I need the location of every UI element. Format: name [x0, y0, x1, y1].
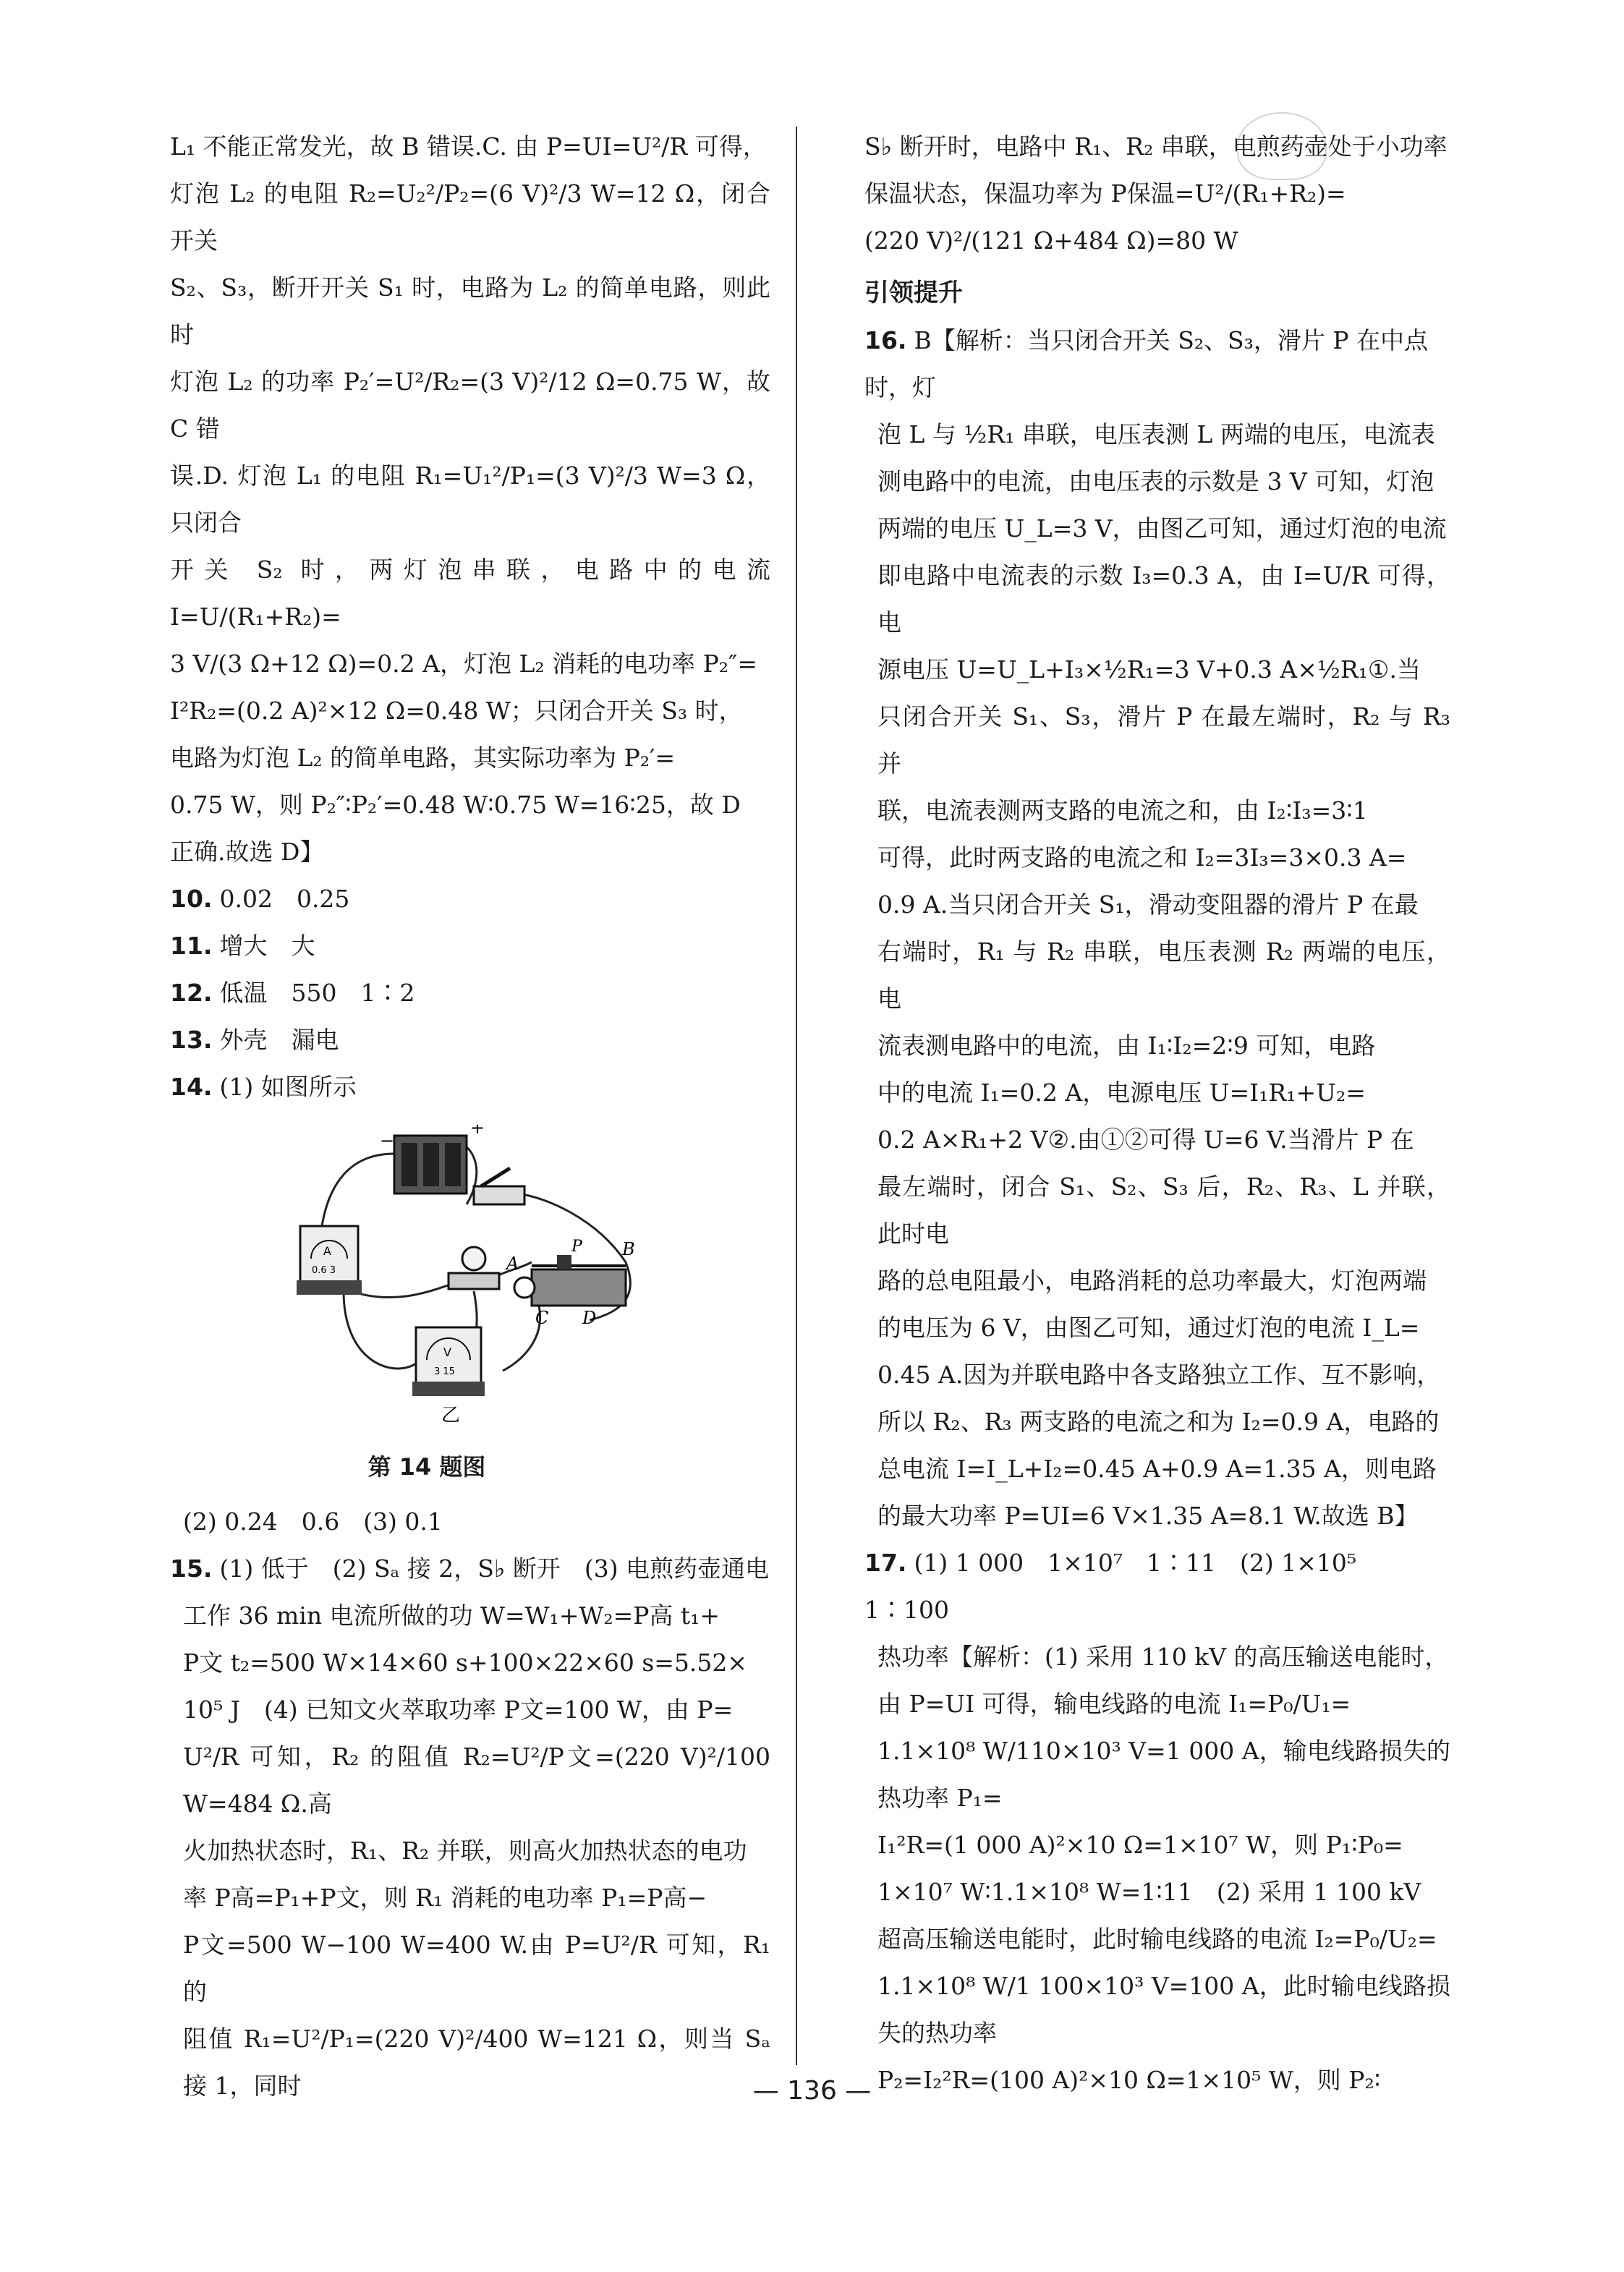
- text-line: 0.45 A.因为并联电路中各支路独立工作、互不影响，: [877, 1361, 1441, 1389]
- question-number: 12.: [170, 979, 213, 1007]
- question-number: 15.: [170, 1554, 213, 1583]
- text-line: 0.2 A×R₁+2 V②.由①②可得 U=6 V.当滑片 P 在: [877, 1126, 1414, 1154]
- text-line: 即电路中电流表的示数 I₃=0.3 A，由 I=U/R 可得，电: [877, 561, 1450, 637]
- text-line: 热功率【解析：(1) 采用 110 kV 的高压输送电能时，: [877, 1643, 1449, 1671]
- text-line: P文=500 W−100 W=400 W.由 P=U²/R 可知，R₁ 的: [183, 1931, 770, 2006]
- section-title: 引领提升: [864, 278, 963, 307]
- text-line: 超高压输送电能时，此时输电线路的电流 I₂=P₀/U₂=: [877, 1925, 1437, 1953]
- text-line: L₁ 不能正常发光，故 B 错误.C. 由 P=UI=U²/R 可得，: [170, 132, 767, 161]
- text-line: 10⁵ J (4) 已知文火萃取功率 P文=100 W，由 P=: [183, 1696, 734, 1724]
- text-line: 3 V/(3 Ω+12 Ω)=0.2 A，灯泡 L₂ 消耗的电功率 P₂″=: [170, 650, 757, 678]
- wire: [322, 1154, 394, 1226]
- text-line: S₂、S₃，断开开关 S₁ 时，电路为 L₂ 的简单电路，则此时: [170, 273, 770, 349]
- terminal-c-label: C: [535, 1308, 549, 1328]
- text-line: B【解析：当只闭合开关 S₂、S₃，滑片 P 在中点时，灯: [864, 326, 1429, 401]
- answer-11: [170, 922, 770, 969]
- voltmeter-letter: V: [443, 1345, 451, 1359]
- question-number: 16.: [864, 326, 907, 354]
- plus-label: +: [470, 1125, 485, 1138]
- text-line: I²R₂=(0.2 A)²×12 Ω=0.48 W；只闭合开关 S₃ 时，: [170, 697, 743, 725]
- question-number: 14.: [170, 1073, 213, 1101]
- answer-17: [864, 1539, 1450, 1633]
- text-line: 联，电流表测两支路的电流之和，由 I₂∶I₃=3∶1: [877, 796, 1368, 825]
- text-line: 工作 36 min 电流所做的功 W=W₁+W₂=P高 t₁+: [183, 1601, 720, 1630]
- text-line: 只闭合开关 S₁、S₃，滑片 P 在最左端时，R₂ 与 R₃ 并: [877, 702, 1450, 778]
- ammeter-icon: [297, 1226, 362, 1295]
- text-line: 开关 S₂ 时，两灯泡串联，电路中的电流 I=U/(R₁+R₂)=: [170, 556, 770, 631]
- answer-14-continued: (2) 0.24 0.6 (3) 0.1: [183, 1507, 443, 1536]
- text-line: 的最大功率 P=UI=6 V×1.35 A=8.1 W.故选 B】: [877, 1502, 1419, 1530]
- answer-15: [170, 1545, 770, 1592]
- text-line: 保温状态，保温功率为 P保温=U²/(R₁+R₂)=: [864, 179, 1346, 208]
- text-line: 率 P高=P₁+P文，则 R₁ 消耗的电功率 P₁=P高−: [183, 1884, 707, 1912]
- answer-text: 0.02 0.25: [219, 885, 350, 913]
- wire: [344, 1291, 416, 1369]
- question-number: 13.: [170, 1026, 213, 1054]
- answer-text: (1) 如图所示: [219, 1073, 357, 1101]
- text-line: P文 t₂=500 W×14×60 s+100×22×60 s=5.52×: [183, 1648, 748, 1677]
- text-line: 所以 R₂、R₃ 两支路的电流之和为 I₂=0.9 A，电路的: [877, 1408, 1440, 1436]
- wire: [503, 1306, 540, 1371]
- text-line: 最左端时，闭合 S₁、S₂、S₃ 后，R₂、R₃、L 并联，此时电: [877, 1173, 1450, 1248]
- wire: [351, 1284, 452, 1298]
- text-line: 泡 L 与 ½R₁ 串联，电压表测 L 两端的电压，电流表: [877, 420, 1435, 448]
- text-line: 可得，此时两支路的电流之和 I₂=3I₃=3×0.3 A=: [877, 843, 1407, 872]
- text-line: 电路为灯泡 L₂ 的简单电路，其实际功率为 P₂′=: [170, 744, 676, 772]
- text-line: 火加热状态时，R₁、R₂ 并联，则高火加热状态的电功: [183, 1837, 747, 1865]
- yi-label: 乙: [441, 1405, 461, 1426]
- text-line: 误.D. 灯泡 L₁ 的电阻 R₁=U₁²/P₁=(3 V)²/3 W=3 Ω，只闭合: [170, 461, 770, 537]
- question-number: 11.: [170, 932, 213, 960]
- text-line: 右端时，R₁ 与 R₂ 串联，电压表测 R₂ 两端的电压，电: [877, 937, 1450, 1013]
- text-line: 总电流 I=I_L+I₂=0.45 A+0.9 A=1.35 A，则电路: [877, 1455, 1437, 1483]
- text-line: 测电路中的电流，由电压表的示数是 3 V 可知，灯泡: [877, 467, 1434, 495]
- right-column: [864, 123, 1450, 2103]
- text-line: 流表测电路中的电流，由 I₁∶I₂=2∶9 可知，电路: [877, 1031, 1376, 1060]
- answer-16: [864, 317, 1450, 411]
- text-line: (220 V)²/(121 Ω+484 Ω)=80 W: [864, 226, 1238, 255]
- answer-14: [170, 1063, 770, 1110]
- switch-icon: [474, 1168, 524, 1204]
- minus-label: −: [380, 1131, 395, 1151]
- text-line: 路的总电阻最小，电路消耗的总功率最大，灯泡两端: [877, 1267, 1427, 1295]
- slider-p-label: P: [571, 1238, 582, 1256]
- answer-text: 外壳 漏电: [219, 1026, 339, 1054]
- text-line: S♭ 断开时，电路中 R₁、R₂ 串联，电煎药壶处于小功率: [864, 132, 1447, 161]
- answer-12: [170, 969, 770, 1016]
- terminal-b-label: B: [622, 1239, 635, 1259]
- text-line: 两端的电压 U_L=3 V，由图乙可知，通过灯泡的电流: [877, 514, 1447, 543]
- ammeter-letter: A: [323, 1244, 331, 1258]
- question-number: 17.: [864, 1549, 907, 1577]
- bulb-icon: [448, 1247, 499, 1289]
- text-line: 1.1×10⁸ W/110×10³ V=1 000 A，输电线路损失的热功率 P₁=: [877, 1737, 1450, 1812]
- page-number: — 136 —: [752, 2076, 872, 2106]
- text-line: (1) 1 000 1×10⁷ 1∶11 (2) 1×10⁵ 1∶100: [864, 1549, 1381, 1624]
- left-column: [170, 123, 770, 2109]
- battery-icon: [394, 1136, 467, 1194]
- answer-13: [170, 1016, 770, 1063]
- figure-caption: 第 14 题图: [367, 1453, 486, 1481]
- text-line: 正确.故选 D】: [170, 838, 324, 866]
- question-number: 10.: [170, 885, 213, 913]
- voltmeter-icon: [412, 1327, 485, 1396]
- column-divider: [796, 127, 797, 2065]
- text-line: 源电压 U=U_L+I₃×½R₁=3 V+0.3 A×½R₁①.当: [877, 655, 1421, 684]
- ammeter-scale: 0.6 3: [312, 1265, 336, 1276]
- text-line: 灯泡 L₂ 的电阻 R₂=U₂²/P₂=(6 V)²/3 W=12 Ω，闭合开关: [170, 179, 770, 255]
- text-line: 1.1×10⁸ W/1 100×10³ V=100 A，此时输电线路损失的热功率: [877, 1972, 1450, 2047]
- text-line: 灯泡 L₂ 的功率 P₂′=U²/R₂=(3 V)²/12 Ω=0.75 W，故 C 错: [170, 367, 770, 443]
- circuit-diagram: [286, 1125, 662, 1429]
- text-line: U²/R 可知，R₂ 的阻值 R₂=U²/P文=(220 V)²/100 W=484 Ω.高: [183, 1743, 770, 1818]
- answer-text: 低温 550 1∶2: [219, 979, 415, 1007]
- text-line: 由 P=UI 可得，输电线路的电流 I₁=P₀/U₁=: [877, 1690, 1351, 1718]
- text-line: 中的电流 I₁=0.2 A，电源电压 U=I₁R₁+U₂=: [877, 1078, 1366, 1107]
- voltmeter-scale: 3 15: [434, 1366, 455, 1377]
- text-line: I₁²R=(1 000 A)²×10 Ω=1×10⁷ W，则 P₁∶P₀=: [877, 1831, 1403, 1859]
- circuit-figure: [286, 1125, 662, 1491]
- text-line: 0.9 A.当只闭合开关 S₁，滑动变阻器的滑片 P 在最: [877, 890, 1419, 919]
- text-line: 的电压为 6 V，由图乙可知，通过灯泡的电流 I_L=: [877, 1314, 1420, 1342]
- answer-text: 增大 大: [219, 932, 315, 960]
- text-line: P₂=I₂²R=(100 A)²×10 Ω=1×10⁵ W，则 P₂∶: [877, 2066, 1381, 2094]
- text-line: 阻值 R₁=U²/P₁=(220 V)²/400 W=121 Ω，则当 Sₐ 接 1，同时: [183, 2025, 770, 2100]
- answer-10: [170, 875, 770, 922]
- text-line: (1) 低于 (2) Sₐ 接 2，S♭ 断开 (3) 电煎药壶通电: [219, 1554, 770, 1583]
- terminal-d-label: D: [582, 1308, 597, 1328]
- terminal-a-label: A: [506, 1254, 519, 1274]
- text-line: 0.75 W，则 P₂″∶P₂′=0.48 W∶0.75 W=16∶25，故 D: [170, 791, 741, 819]
- text-line: 1×10⁷ W∶1.1×10⁸ W=1∶11 (2) 采用 1 100 kV: [877, 1878, 1421, 1906]
